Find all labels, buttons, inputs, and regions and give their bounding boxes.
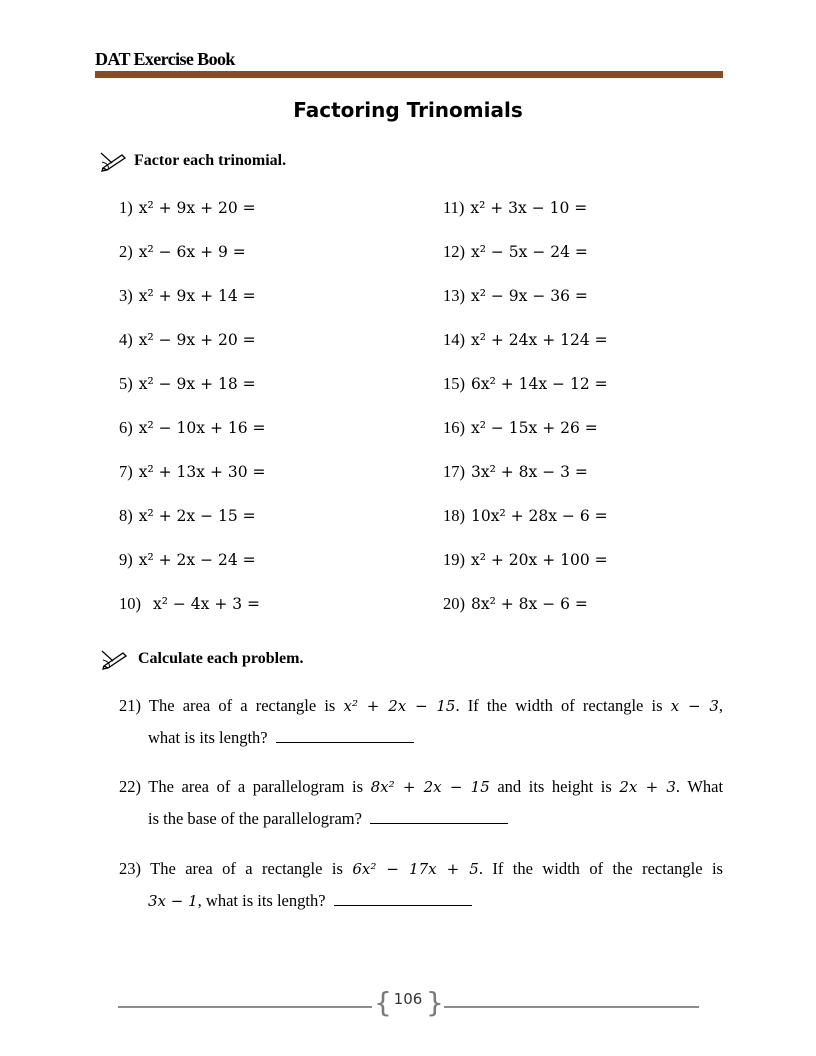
problem-number: 14) xyxy=(443,330,465,349)
problem-15 xyxy=(443,374,608,394)
instruction-factor xyxy=(100,150,286,172)
problem-expression: x² − 10x + 16 = xyxy=(138,419,266,437)
header-title: DAT Exercise Book xyxy=(95,49,235,69)
instruction-text: Calculate each problem. xyxy=(138,650,304,667)
pencil-icon xyxy=(100,648,130,670)
problem-number: 8) xyxy=(119,506,133,525)
problem-number: 11) xyxy=(443,198,465,217)
problem-number: 7) xyxy=(119,462,133,481)
problem-text: what is its length? xyxy=(148,728,268,747)
problem-number: 2) xyxy=(119,242,133,261)
problem-number: 17) xyxy=(443,462,465,481)
problem-number: 1) xyxy=(119,198,133,217)
header-rule xyxy=(95,71,723,78)
problem-number: 5) xyxy=(119,374,133,393)
problem-text: , xyxy=(718,696,724,715)
problem-10 xyxy=(119,594,260,614)
problem-math: x − 3 xyxy=(670,697,719,715)
footer-rule-right xyxy=(444,1006,699,1008)
problem-math: 6x² − 17x + 5 xyxy=(352,860,479,878)
problem-expression: x² − 6x + 9 = xyxy=(138,243,246,261)
problem-expression: x² + 13x + 30 = xyxy=(138,463,266,481)
problem-18 xyxy=(443,506,608,526)
problem-1 xyxy=(119,198,256,218)
problem-text: . What xyxy=(675,777,724,796)
problem-math: 3x − 1 xyxy=(148,892,198,910)
problem-expression: x² − 9x + 18 = xyxy=(138,375,256,393)
problem-expression: x² + 9x + 14 = xyxy=(138,287,256,305)
problem-expression: x² + 2x − 24 = xyxy=(138,551,256,569)
problem-number: 15) xyxy=(443,374,465,393)
problem-text: , what is its length? xyxy=(197,891,326,910)
problem-8 xyxy=(119,506,256,526)
problem-9 xyxy=(119,550,256,570)
word-problem-22 xyxy=(119,771,723,835)
problem-expression: 6x² + 14x − 12 = xyxy=(471,375,608,393)
problem-expression: x² + 9x + 20 = xyxy=(138,199,256,217)
problem-number: 20) xyxy=(443,594,465,613)
problem-expression: 3x² + 8x − 3 = xyxy=(471,463,588,481)
problem-expression: 10x² + 28x − 6 = xyxy=(471,507,608,525)
problem-3 xyxy=(119,286,256,306)
problem-expression: x² + 3x − 10 = xyxy=(470,199,588,217)
problem-expression: 8x² + 8x − 6 = xyxy=(471,595,588,613)
problem-number: 22) xyxy=(119,777,141,796)
problem-expression: x² − 9x − 36 = xyxy=(471,287,588,305)
answer-blank[interactable] xyxy=(370,809,508,824)
problem-math: x² + 2x − 15 xyxy=(343,697,456,715)
problem-number: 10) xyxy=(119,594,141,613)
problem-number: 12) xyxy=(443,242,465,261)
problem-2 xyxy=(119,242,246,262)
problem-number: 18) xyxy=(443,506,465,525)
problem-math: 8x² + 2x − 15 xyxy=(370,778,490,796)
right-brace-icon: } xyxy=(426,986,444,1019)
instruction-text: Factor each trinomial. xyxy=(134,152,287,169)
answer-blank[interactable] xyxy=(276,728,414,743)
problem-5 xyxy=(119,374,256,394)
word-problem-23 xyxy=(119,853,723,917)
problem-number: 16) xyxy=(443,418,465,437)
problem-20 xyxy=(443,594,588,614)
problem-expression: x² + 2x − 15 = xyxy=(138,507,256,525)
problem-text: . If the width of the rectangle is xyxy=(478,859,723,878)
problem-number: 19) xyxy=(443,550,465,569)
page-title: Factoring Trinomials xyxy=(293,98,523,122)
problem-expression: x² − 5x − 24 = xyxy=(471,243,588,261)
problem-text: and its height is xyxy=(497,777,612,796)
problem-expression: x² + 20x + 100 = xyxy=(471,551,608,569)
footer-rule-left xyxy=(118,1006,372,1008)
word-problem-21 xyxy=(119,690,723,754)
left-brace-icon: { xyxy=(374,986,392,1019)
problem-expression: x² − 9x + 20 = xyxy=(138,331,256,349)
problem-11 xyxy=(443,198,587,218)
problem-19 xyxy=(443,550,608,570)
problem-14 xyxy=(443,330,608,350)
problem-expression: x² + 24x + 124 = xyxy=(471,331,608,349)
problem-12 xyxy=(443,242,588,262)
page-number: 106 xyxy=(393,990,423,1008)
problem-text: is the base of the parallelogram? xyxy=(148,809,362,828)
problem-number: 21) xyxy=(119,696,141,715)
problem-text: . If the width of rectangle is xyxy=(455,696,663,715)
problem-number: 23) xyxy=(119,859,141,878)
problem-number: 6) xyxy=(119,418,133,437)
problem-expression: x² − 15x + 26 = xyxy=(471,419,598,437)
problem-4 xyxy=(119,330,256,350)
problem-6 xyxy=(119,418,266,438)
answer-blank[interactable] xyxy=(334,891,472,906)
problem-text: The area of a rectangle is xyxy=(150,859,343,878)
problem-16 xyxy=(443,418,598,438)
problem-number: 9) xyxy=(119,550,133,569)
problem-17 xyxy=(443,462,588,482)
problem-7 xyxy=(119,462,266,482)
problem-number: 4) xyxy=(119,330,133,349)
problem-expression: x² − 4x + 3 = xyxy=(153,595,261,613)
problem-math: 2x + 3 xyxy=(619,778,676,796)
problem-13 xyxy=(443,286,588,306)
problem-number: 13) xyxy=(443,286,465,305)
problem-text: The area of a rectangle is xyxy=(148,696,336,715)
pencil-icon xyxy=(100,150,128,172)
problem-number: 3) xyxy=(119,286,133,305)
problem-text: The area of a parallelogram is xyxy=(148,777,364,796)
instruction-calculate xyxy=(100,648,303,670)
